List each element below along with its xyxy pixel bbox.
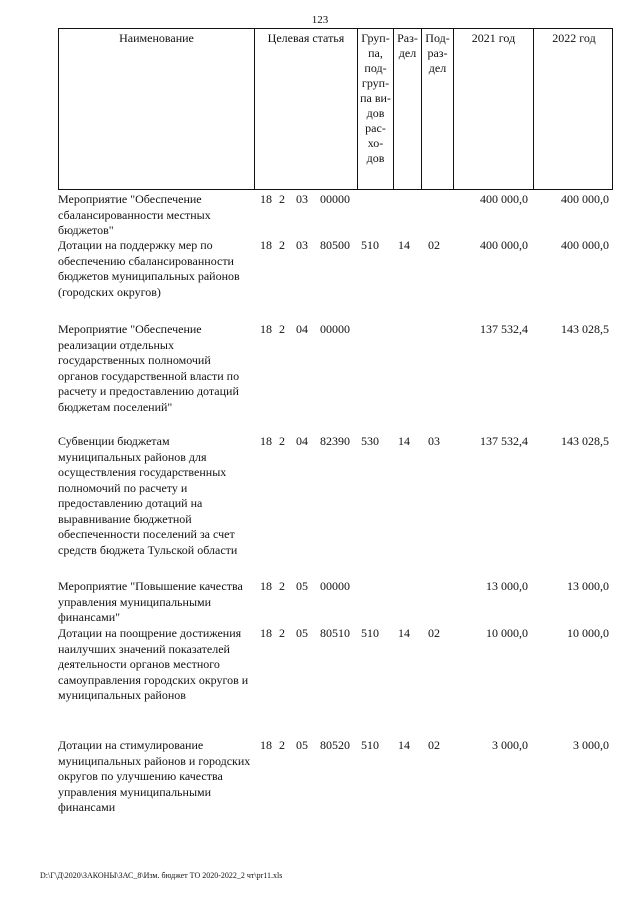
- row-name: Дотации на поощрение достижения наилучших значений показателей деятельности органов местного самоуправления городских округов и муниципальных районов: [58, 626, 249, 702]
- target-part-4: 82390: [320, 434, 350, 448]
- value-2022: 143 028,5: [561, 434, 609, 448]
- header-name: Наименование: [59, 29, 255, 189]
- subsection-code: 02: [428, 626, 440, 640]
- header-2021: 2021 год: [454, 29, 534, 189]
- target-part-4: 00000: [320, 579, 350, 593]
- value-2022: 143 028,5: [561, 322, 609, 336]
- target-part-1: 18: [260, 738, 272, 752]
- table-row: [58, 626, 613, 738]
- group-code: 530: [361, 434, 379, 448]
- target-part-3: 04: [296, 434, 308, 448]
- value-2022: 3 000,0: [573, 738, 609, 752]
- target-part-2: 2: [279, 434, 285, 448]
- target-part-4: 00000: [320, 322, 350, 336]
- subsection-code: 02: [428, 238, 440, 252]
- target-part-3: 05: [296, 626, 308, 640]
- target-part-4: 80520: [320, 738, 350, 752]
- row-name: Мероприятие "Обеспечение сбалансированности местных бюджетов": [58, 192, 211, 237]
- value-2021: 3 000,0: [492, 738, 528, 752]
- header-2022: 2022 год: [552, 31, 596, 45]
- target-part-3: 05: [296, 579, 308, 593]
- group-code: 510: [361, 738, 379, 752]
- value-2021: 137 532,4: [480, 322, 528, 336]
- section-code: 14: [398, 738, 410, 752]
- table-row: [58, 738, 613, 822]
- row-name: Мероприятие "Обеспечение реализации отдельных государственных полномочий органов государственной власти по расчету и предоставлению дотаций бюджетам поселений": [58, 322, 240, 414]
- value-2022: 13 000,0: [567, 579, 609, 593]
- target-part-4: 80500: [320, 238, 350, 252]
- target-part-2: 2: [279, 238, 285, 252]
- target-part-1: 18: [260, 626, 272, 640]
- target-part-3: 03: [296, 238, 308, 252]
- target-part-1: 18: [260, 238, 272, 252]
- section-code: 14: [398, 238, 410, 252]
- table-row: [58, 579, 613, 626]
- header-subsection: Под- раз- дел: [422, 29, 454, 189]
- table-row: [58, 434, 613, 579]
- value-2021: 10 000,0: [486, 626, 528, 640]
- value-2022: 400 000,0: [561, 192, 609, 206]
- value-2021: 400 000,0: [480, 238, 528, 252]
- table-row: [58, 192, 613, 238]
- row-name: Дотации на поддержку мер по обеспечению сбалансированности бюджетов муниципальных районов (городских округов): [58, 238, 240, 299]
- target-part-1: 18: [260, 434, 272, 448]
- value-2022: 400 000,0: [561, 238, 609, 252]
- value-2021: 13 000,0: [486, 579, 528, 593]
- target-part-4: 00000: [320, 192, 350, 206]
- file-path-footer: D:\Г\Д\2020\ЗАКОНЫ\ЗАС_8\Изм. бюджет ТО 2020-2022_2 чт\pr11.xls: [40, 871, 283, 880]
- value-2021: 137 532,4: [480, 434, 528, 448]
- table-body: [58, 192, 613, 822]
- target-part-2: 2: [279, 322, 285, 336]
- target-part-1: 18: [260, 322, 272, 336]
- target-part-2: 2: [279, 192, 285, 206]
- value-2021: 400 000,0: [480, 192, 528, 206]
- target-part-2: 2: [279, 579, 285, 593]
- row-name: Субвенции бюджетам муниципальных районов для осуществления государственных полномочий по расчету и предоставлению дотаций на выравнивание бюджетной обеспеченности поселений за счет средств бюджета Тульской области: [58, 434, 238, 557]
- table-row: [58, 238, 613, 322]
- section-code: 14: [398, 434, 410, 448]
- row-name: Дотации на стимулирование муниципальных районов и городских округов по улучшению качества управления муниципальными финансами: [58, 738, 251, 814]
- section-code: 14: [398, 626, 410, 640]
- table-row: [58, 322, 613, 434]
- header-group: Груп- па, под- груп- па ви- дов рас- хо- дов: [358, 29, 394, 189]
- target-part-2: 2: [279, 738, 285, 752]
- subsection-code: 03: [428, 434, 440, 448]
- group-code: 510: [361, 238, 379, 252]
- header-section: Раз- дел: [394, 29, 422, 189]
- group-code: 510: [361, 626, 379, 640]
- target-part-2: 2: [279, 626, 285, 640]
- target-part-3: 05: [296, 738, 308, 752]
- subsection-code: 02: [428, 738, 440, 752]
- target-part-3: 04: [296, 322, 308, 336]
- page-number: 123: [311, 14, 329, 26]
- table-header: [58, 28, 613, 190]
- target-part-3: 03: [296, 192, 308, 206]
- row-name: Мероприятие "Повышение качества управления муниципальными финансами": [58, 579, 243, 624]
- target-part-1: 18: [260, 192, 272, 206]
- value-2022: 10 000,0: [567, 626, 609, 640]
- target-part-1: 18: [260, 579, 272, 593]
- target-part-4: 80510: [320, 626, 350, 640]
- header-target: Целевая статья: [255, 29, 358, 189]
